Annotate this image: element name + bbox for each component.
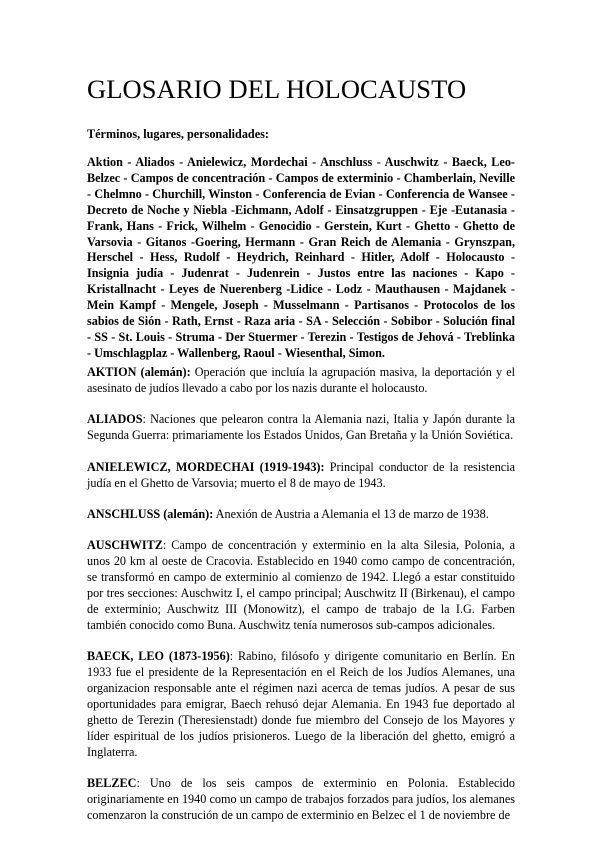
terms-index: Aktion - Aliados - Anielewicz, Mordechai - Anschluss - Auschwitz - Baeck, Leo-Belzec - Campos de concentración - Campos de exterminio - Chamberlain, Neville - Chelmno - Churchill, Winston - Conferencia de Evian - Conferencia de Wansee - Decreto de Noche y Niebla -Eichmann, Adolf - Einsatzgruppen - Eje -Eutanasia - Frank, Hans - Frick, Wilhelm - Genocidio - Gerstein, Kurt - Ghetto - Ghetto de Varsovia - Gitanos -Goering, Hermann - Gran Reich de Alemania - Grynszpan, Herschel - Hess, Rudolf - Heydrich, Reinhard - Hitler, Adolf - Holocausto - Insignia judía - Judenrat - Judenrein - Justos entre las naciones - Kapo - Kristallnacht - Leyes de Nuerenberg -Lidice - Lodz - Mauthausen - Majdanek - Mein Kampf - Mengele, Joseph - Musselmann - Partisanos - Protocolos de los sabios de Sión - Rath, Ernst - Raza aria - SA - Selección - Sobibor - Solución final - SS - St. Louis - Struma - Der Stuermer - Terezin - Testigos de Jehová - Treblinka - Umschlagplaz - Wallenberg, Raoul - Wiesenthal, Simon. [87, 155, 515, 360]
entry-term: BELZEC [87, 776, 137, 791]
entry-definition: Principal conductor de la resistencia judía en el Ghetto de Varsovia; muerto el 8 de mayo de 1943. [87, 459, 515, 490]
entry-term: BAECK, LEO (1873-1956) [87, 649, 230, 664]
entry-term: AUSCHWITZ [87, 538, 163, 553]
index-subtitle: Términos, lugares, personalidades: [87, 127, 269, 141]
entry-definition: : Campo de concentración y exterminio en la alta Silesia, Polonia, a unos 20 km al oeste de Cracovia. Establecido en 1940 como campo de concentración, se transformó en campo de exterminio al comienzo de 1942. Llegó a estar constituido por tres secciones: Auschwitz I, el campo principal; Auschwitz II (Birkenau), el campo de exterminio; Auschwitz III (Monowitz), el campo de trabajo de la I.G. Farben también conocido como Buna. Auschwitz tenía numerosos sub-campos adicionales. [87, 538, 515, 632]
entry-term: ANSCHLUSS (alemán): [87, 506, 214, 521]
document-title: GLOSARIO DEL HOLOCAUSTO [87, 74, 467, 104]
entry-term: AKTION (alemán): [87, 365, 191, 379]
entry-definition: : Naciones que pelearon contra la Alemania nazi, Italia y Japón durante la Segunda Guerra: primariamente los Estados Unidos, Gan Bretaña y la Unión Soviética. [87, 412, 515, 443]
entry-definition: Operación que incluía la agrupación masiva, la deportación y el asesinato de judíos llevado a cabo por los nazis durante el holocausto. [87, 365, 515, 395]
entry-term: ANIELEWICZ, MORDECHAI (1919-1943): [87, 459, 325, 474]
entry-definition: : Rabino, filósofo y dirigente comunitario en Berlín. En 1933 fue el presidente de la Representación en el Reich de los Judíos Alemanes, una organizacion responsable ante el régimen nazi acerca de temas judíos. A pesar de sus oportunidades para emigrar, Baech rehusó dejar Alemania. En 1943 fue deportado al ghetto de Terezin (Theresienstadt) donde fue miembro del Consejo de los Mayores y líder espiritual de los judíos prisioneros. Luego de la liberación del ghetto, emigró a Inglaterra. [87, 649, 515, 759]
glossary-entry-auschwitz [87, 538, 515, 633]
glossary-entries [87, 365, 515, 839]
entry-term: ALIADOS [87, 412, 143, 427]
glossary-entry-aktion [87, 365, 515, 397]
entry-definition: : Uno de los seis campos de exterminio en Polonia. Establecido originariamente en 1940 como un campo de trabajos forzados para judíos, los alemanes comenzaron la construción de un campo de exterminio en Belzec el 1 de noviembre de [87, 776, 515, 822]
glossary-entry-aliados [87, 412, 515, 444]
glossary-entry-anielewicz [87, 460, 515, 492]
glossary-entry-anschluss [87, 507, 515, 523]
entry-definition: Anexión de Austria a Alemania el 13 de marzo de 1938. [213, 506, 489, 521]
glossary-entry-belzec [87, 776, 515, 824]
glossary-entry-baeck [87, 649, 515, 760]
